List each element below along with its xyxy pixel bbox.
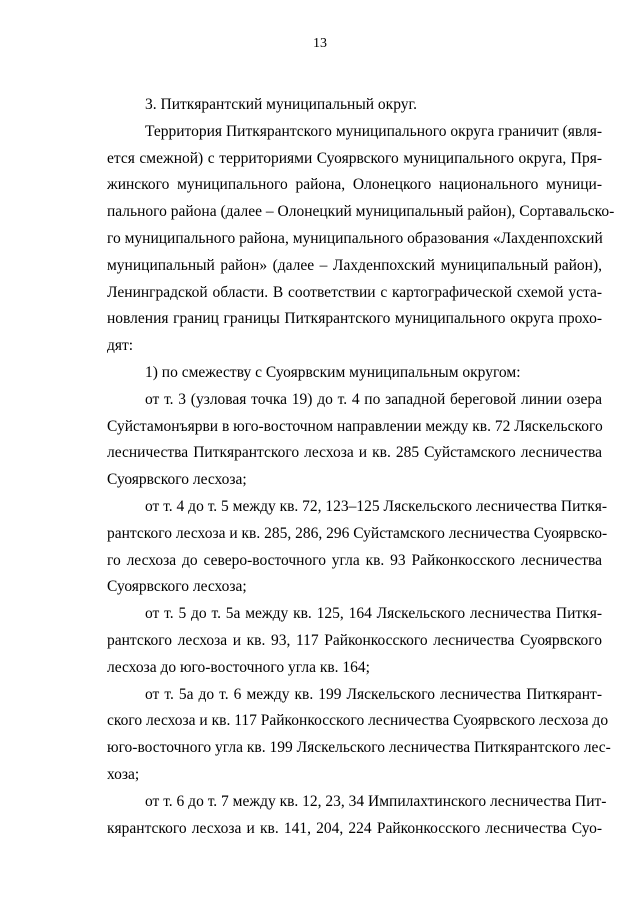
text-line: от т. 4 до т. 5 между кв. 72, 123–125 Ляскельского лесничества Питкя- <box>145 497 608 515</box>
text-line: от т. 5 до т. 5а между кв. 125, 164 Ляскельского лесничества Питкя- <box>145 605 602 623</box>
text-line: ского лесхоза и кв. 117 Райконкосского лесничества Суоярвского лесхоза до <box>107 712 609 730</box>
text-line: лесхоза до юго-восточного угла кв. 164; <box>107 658 370 676</box>
text-line: от т. 3 (узловая точка 19) до т. 4 по западной береговой линии озера <box>145 390 602 408</box>
text-line: 1) по смежеству с Суоярвским муниципальным округом: <box>145 363 521 381</box>
document-body <box>107 92 615 842</box>
text-line: рантского лесхоза и кв. 93, 117 Райконкосского лесничества Суоярвского <box>107 631 602 649</box>
text-line: муниципальный район» (далее – Лахденпохский муниципальный район), <box>107 256 602 274</box>
text-line: Ленинградской области. В соответствии с картографической схемой уста- <box>107 283 602 301</box>
text-line: от т. 6 до т. 7 между кв. 12, 23, 34 Импилахтинского лесничества Пит- <box>145 792 607 810</box>
text-line: жинского муниципального района, Олонецкого национального муници- <box>107 176 602 194</box>
page-number: 13 <box>313 36 327 51</box>
text-line: го лесхоза до северо-восточного угла кв. 93 Райконкосского лесничества <box>107 551 602 569</box>
text-line: от т. 5а до т. 6 между кв. 199 Ляскельского лесничества Питкярант- <box>145 685 602 703</box>
text-line: новления границ границы Питкярантского муниципального округа прохо- <box>107 310 602 328</box>
text-line: юго-восточного угла кв. 199 Ляскельского лесничества Питкярантского лес- <box>107 739 611 757</box>
text-line: хоза; <box>107 765 140 783</box>
text-line: рантского лесхоза и кв. 285, 286, 296 Суйстамского лесничества Суоярвско- <box>107 524 608 542</box>
text-line: лесничества Питкярантского лесхоза и кв. 285 Суйстамского лесничества <box>107 444 602 462</box>
text-line: го муниципального района, муниципального образования «Лахденпохский <box>107 229 603 247</box>
text-line: ется смежной) с территориями Суоярвского муниципального округа, Пря- <box>107 149 602 167</box>
text-line: кярантского лесхоза и кв. 141, 204, 224 Райконкосского лесничества Суо- <box>107 819 602 837</box>
text-line: пального района (далее – Олонецкий муниципальный район), Сортавальско- <box>107 203 615 221</box>
text-line: Суйстамонъярви в юго-восточном направлении между кв. 72 Ляскельского <box>107 417 603 435</box>
text-line: Территория Питкярантского муниципального округа граничит (явля- <box>145 122 602 140</box>
text-line: 3. Питкярантский муниципальный округ. <box>145 96 417 113</box>
text-line: Суоярвского лесхоза; <box>107 471 247 489</box>
text-line: дят: <box>107 337 134 355</box>
text-line: Суоярвского лесхоза; <box>107 578 247 596</box>
